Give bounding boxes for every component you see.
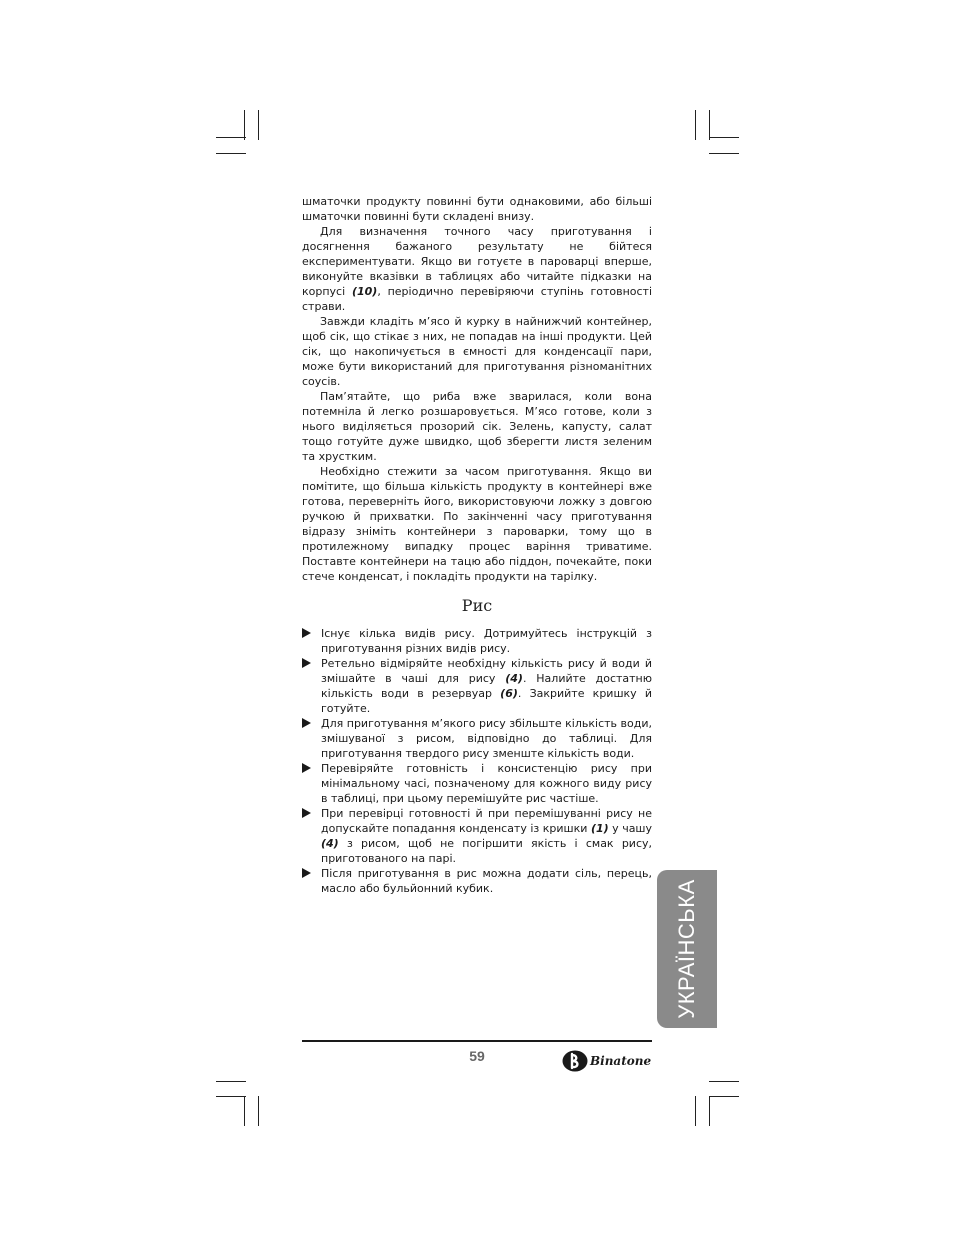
list-item-text: При перевірці готовності й при перемішуванні рису не допускайте попадання конденсату із кришки [321, 807, 652, 835]
crop-mark [216, 137, 246, 138]
page-number: 59 [469, 1048, 485, 1064]
paragraph [302, 224, 652, 314]
triangle-bullet-icon [302, 808, 311, 818]
list-item [302, 716, 652, 761]
crop-mark [244, 1096, 245, 1126]
crop-mark [709, 1096, 710, 1126]
list-item [302, 806, 652, 866]
crop-mark [216, 153, 246, 154]
list-item-text: . Закрийте кришку й готуйте. [321, 687, 653, 715]
triangle-bullet-icon [302, 658, 311, 668]
paragraph: шматочки продукту повинні бути однаковими, або більші шматочки повинні бути складені внизу. [302, 195, 652, 223]
part-reference: (4) [505, 672, 523, 685]
list-item-text: . Налийте достатню кількість води в резервуар [321, 672, 652, 700]
part-reference: (1) [590, 822, 609, 835]
crop-mark [695, 110, 696, 140]
crop-mark [244, 110, 245, 140]
paragraph-text: Для визначення точного часу приготування і досягнення бажаного результату не бійтеся експериментувати. Якщо ви готуєте в пароварці вперше, виконуйте вказівки в таблицях або читайте підказки на корпусі [302, 225, 652, 298]
paragraph: Завжди кладіть м’ясо й курку в найнижчий контейнер, щоб сік, що стікає з них, не попадав на інші продукти. Цей сік, що накопичується в ємності для конденсації пари, може бути використаний для приготування різноманітних соусів. [302, 315, 652, 388]
paragraph: Необхідно стежити за часом приготування. Якщо ви помітите, що більша кількість продукту в контейнері вже готова, переверніть його, використовуючи ложку з довгою ручкою й прихватки. По закінченні часу приготування відразу зніміть контейнери з пароварки, тому що в протилежному випадку процес варіння триватиме. Поставте контейнери на тацю або піддон, почекайте, поки стече конденсат, і покладіть продукти на тарілку. [302, 465, 652, 583]
list-item [302, 626, 652, 656]
binatone-logo-icon [562, 1050, 588, 1072]
crop-mark [709, 1081, 739, 1082]
paragraph: Пам’ятайте, що риба вже зварилася, коли вона потемніла й легко розшаровується. М’ясо готове, коли з нього виділяється прозорий сік. Зелень, капусту, салат тощо готуйте дуже швидко, щоб зберегти листя зеленим та хрустким. [302, 390, 652, 463]
triangle-bullet-icon [302, 718, 311, 728]
list-item-text: Існує кілька видів рису. Дотримуйтесь інструкцій з приготування різних видів рису. [321, 627, 652, 655]
list-item-text: з рисом, щоб не погіршити якість і смак рису, приготованого на парі. [321, 837, 652, 865]
list-item [302, 656, 652, 716]
brand-wordmark: Binatone [590, 1054, 652, 1068]
page-body [302, 194, 652, 896]
crop-mark [216, 1081, 246, 1082]
language-tab [657, 870, 717, 1028]
part-reference: (4) [321, 837, 339, 850]
list-item-text: Після приготування в рис можна додати сіль, перець, масло або бульйонний кубик. [321, 867, 652, 895]
crop-mark [695, 1096, 696, 1126]
list-item-text: Ретельно відміряйте необхідну кількість рису й води й змішайте в чаші для рису [321, 657, 652, 685]
paragraph-text: , періодично перевіряючи ступінь готовності страви. [302, 285, 653, 313]
crop-mark [709, 153, 739, 154]
brand-logo [562, 1049, 651, 1073]
crop-mark [709, 110, 710, 140]
list-item [302, 761, 652, 806]
bullet-list [302, 626, 652, 896]
part-reference: (6) [500, 687, 518, 700]
crop-mark [709, 1096, 739, 1097]
list-item-text: Для приготування м’якого рису збільште кількість води, змішуваної з рисом, відповідно до таблиці. Для приготування твердого рису зменште кількість води. [321, 717, 652, 760]
section-title: Рис [461, 596, 493, 615]
list-item-text: Перевіряйте готовність і консистенцію рису при мінімальному часі, позначеному для кожного виду рису в таблиці, при цьому перемішуйте рис частіше. [321, 762, 652, 805]
list-item [302, 866, 652, 896]
footer-divider [302, 1040, 652, 1042]
part-reference: (10) [351, 285, 378, 298]
crop-mark [258, 1096, 259, 1126]
crop-mark [709, 137, 739, 138]
language-tab-label: УКРАЇНСЬКА [674, 879, 699, 1019]
crop-mark [258, 110, 259, 140]
triangle-bullet-icon [302, 763, 311, 773]
triangle-bullet-icon [302, 868, 311, 878]
triangle-bullet-icon [302, 628, 311, 638]
list-item-text: у чашу [612, 822, 653, 835]
crop-mark [216, 1096, 246, 1097]
